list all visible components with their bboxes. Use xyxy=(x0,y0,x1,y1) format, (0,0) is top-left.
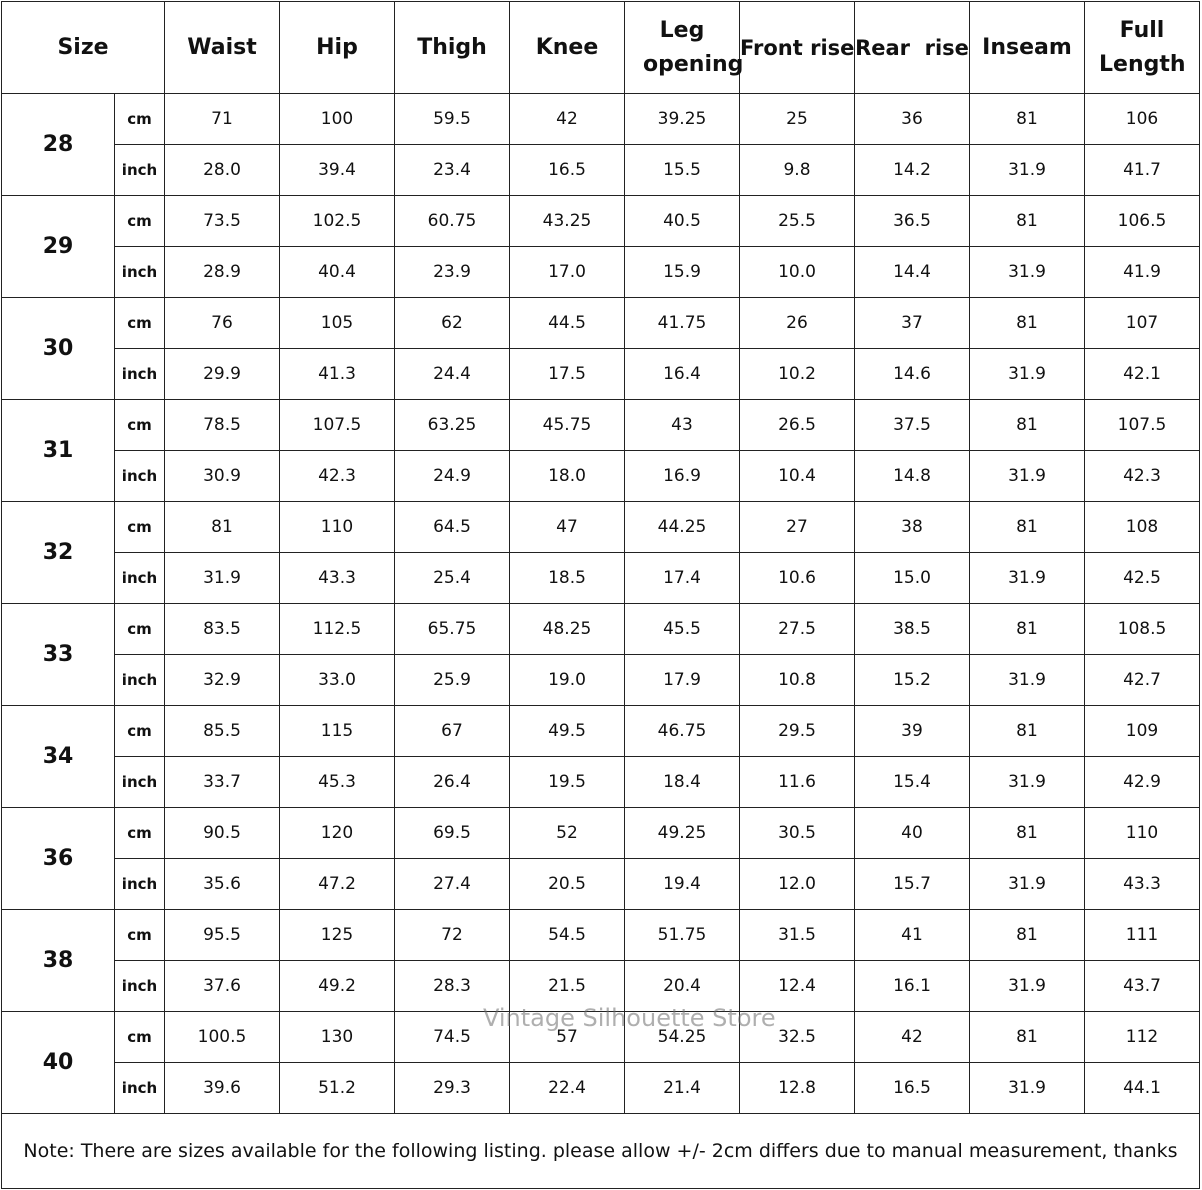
measurement-cell: 24.4 xyxy=(395,349,510,400)
size-label: 38 xyxy=(2,910,115,1012)
measurement-cell: 20.5 xyxy=(510,859,625,910)
unit-label-inch: inch xyxy=(115,451,165,502)
measurement-cell: 106.5 xyxy=(1085,196,1200,247)
measurement-cell: 59.5 xyxy=(395,94,510,145)
measurement-cell: 41.7 xyxy=(1085,145,1200,196)
measurement-cell: 42.3 xyxy=(1085,451,1200,502)
measurement-cell: 107.5 xyxy=(280,400,395,451)
measurement-cell: 16.9 xyxy=(625,451,740,502)
measurement-cell: 81 xyxy=(970,604,1085,655)
measurement-cell: 42 xyxy=(855,1012,970,1063)
measurement-cell: 71 xyxy=(165,94,280,145)
table-row xyxy=(2,145,1200,196)
size-label: 33 xyxy=(2,604,115,706)
measurement-cell: 81 xyxy=(970,298,1085,349)
measurement-cell: 15.2 xyxy=(855,655,970,706)
measurement-cell: 42.5 xyxy=(1085,553,1200,604)
measurement-cell: 63.25 xyxy=(395,400,510,451)
measurement-cell: 108 xyxy=(1085,502,1200,553)
measurement-cell: 10.8 xyxy=(740,655,855,706)
measurement-cell: 26.4 xyxy=(395,757,510,808)
header-inseam: Inseam xyxy=(970,2,1085,94)
measurement-cell: 9.8 xyxy=(740,145,855,196)
measurement-cell: 125 xyxy=(280,910,395,961)
measurement-cell: 120 xyxy=(280,808,395,859)
unit-label-inch: inch xyxy=(115,859,165,910)
measurement-cell: 37.5 xyxy=(855,400,970,451)
measurement-cell: 100.5 xyxy=(165,1012,280,1063)
measurement-cell: 39.6 xyxy=(165,1063,280,1114)
measurement-cell: 21.5 xyxy=(510,961,625,1012)
measurement-cell: 83.5 xyxy=(165,604,280,655)
measurement-cell: 15.5 xyxy=(625,145,740,196)
unit-label-inch: inch xyxy=(115,349,165,400)
measurement-cell: 37 xyxy=(855,298,970,349)
note-row xyxy=(2,1114,1200,1189)
measurement-cell: 28.0 xyxy=(165,145,280,196)
measurement-cell: 10.0 xyxy=(740,247,855,298)
measurement-cell: 102.5 xyxy=(280,196,395,247)
measurement-cell: 111 xyxy=(1085,910,1200,961)
measurement-cell: 44.5 xyxy=(510,298,625,349)
measurement-cell: 43 xyxy=(625,400,740,451)
measurement-cell: 14.2 xyxy=(855,145,970,196)
measurement-cell: 18.5 xyxy=(510,553,625,604)
unit-label-inch: inch xyxy=(115,1063,165,1114)
measurement-cell: 32.9 xyxy=(165,655,280,706)
measurement-cell: 40.4 xyxy=(280,247,395,298)
measurement-cell: 64.5 xyxy=(395,502,510,553)
measurement-cell: 31.9 xyxy=(970,859,1085,910)
header-row xyxy=(2,2,1200,94)
size-label: 40 xyxy=(2,1012,115,1114)
unit-label-cm: cm xyxy=(115,604,165,655)
note-text: Note: There are sizes available for the following listing. please allow +/- 2cm differs due to manual measurement, thanks xyxy=(2,1114,1200,1189)
measurement-cell: 115 xyxy=(280,706,395,757)
measurement-cell: 40 xyxy=(855,808,970,859)
measurement-cell: 16.4 xyxy=(625,349,740,400)
measurement-cell: 85.5 xyxy=(165,706,280,757)
table-row xyxy=(2,196,1200,247)
header-size: Size xyxy=(2,2,165,94)
measurement-cell: 112 xyxy=(1085,1012,1200,1063)
measurement-cell: 31.9 xyxy=(970,349,1085,400)
measurement-cell: 43.3 xyxy=(1085,859,1200,910)
unit-label-inch: inch xyxy=(115,247,165,298)
table-row xyxy=(2,604,1200,655)
unit-label-inch: inch xyxy=(115,553,165,604)
measurement-cell: 48.25 xyxy=(510,604,625,655)
measurement-cell: 51.2 xyxy=(280,1063,395,1114)
measurement-cell: 17.9 xyxy=(625,655,740,706)
table-row xyxy=(2,349,1200,400)
measurement-cell: 23.4 xyxy=(395,145,510,196)
unit-label-cm: cm xyxy=(115,196,165,247)
table-row xyxy=(2,1063,1200,1114)
measurement-cell: 25.9 xyxy=(395,655,510,706)
measurement-cell: 12.8 xyxy=(740,1063,855,1114)
header-front-rise: Front rise xyxy=(740,2,855,94)
size-label: 28 xyxy=(2,94,115,196)
measurement-cell: 11.6 xyxy=(740,757,855,808)
measurement-cell: 12.4 xyxy=(740,961,855,1012)
measurement-cell: 27.5 xyxy=(740,604,855,655)
measurement-cell: 29.9 xyxy=(165,349,280,400)
measurement-cell: 29.3 xyxy=(395,1063,510,1114)
measurement-cell: 16.5 xyxy=(855,1063,970,1114)
measurement-cell: 17.0 xyxy=(510,247,625,298)
measurement-cell: 16.5 xyxy=(510,145,625,196)
measurement-cell: 28.9 xyxy=(165,247,280,298)
measurement-cell: 31.9 xyxy=(165,553,280,604)
unit-label-inch: inch xyxy=(115,655,165,706)
measurement-cell: 47 xyxy=(510,502,625,553)
measurement-cell: 25.5 xyxy=(740,196,855,247)
measurement-cell: 24.9 xyxy=(395,451,510,502)
measurement-cell: 42.1 xyxy=(1085,349,1200,400)
measurement-cell: 14.8 xyxy=(855,451,970,502)
measurement-cell: 43.3 xyxy=(280,553,395,604)
measurement-cell: 18.4 xyxy=(625,757,740,808)
table-row xyxy=(2,247,1200,298)
measurement-cell: 54.25 xyxy=(625,1012,740,1063)
measurement-cell: 31.5 xyxy=(740,910,855,961)
measurement-cell: 49.5 xyxy=(510,706,625,757)
measurement-cell: 62 xyxy=(395,298,510,349)
size-label: 30 xyxy=(2,298,115,400)
measurement-cell: 54.5 xyxy=(510,910,625,961)
measurement-cell: 28.3 xyxy=(395,961,510,1012)
measurement-cell: 41 xyxy=(855,910,970,961)
measurement-cell: 31.9 xyxy=(970,961,1085,1012)
measurement-cell: 14.6 xyxy=(855,349,970,400)
measurement-cell: 42.9 xyxy=(1085,757,1200,808)
header-rear-rise: Rear rise xyxy=(855,2,970,94)
measurement-cell: 19.5 xyxy=(510,757,625,808)
measurement-cell: 81 xyxy=(970,94,1085,145)
measurement-cell: 46.75 xyxy=(625,706,740,757)
table-row xyxy=(2,553,1200,604)
measurement-cell: 31.9 xyxy=(970,451,1085,502)
measurement-cell: 31.9 xyxy=(970,1063,1085,1114)
measurement-cell: 20.4 xyxy=(625,961,740,1012)
unit-label-cm: cm xyxy=(115,502,165,553)
measurement-cell: 35.6 xyxy=(165,859,280,910)
measurement-cell: 81 xyxy=(970,502,1085,553)
measurement-cell: 45.5 xyxy=(625,604,740,655)
measurement-cell: 19.4 xyxy=(625,859,740,910)
size-table-body xyxy=(2,94,1200,1114)
header-thigh: Thigh xyxy=(395,2,510,94)
header-knee: Knee xyxy=(510,2,625,94)
measurement-cell: 29.5 xyxy=(740,706,855,757)
measurement-cell: 31.9 xyxy=(970,757,1085,808)
measurement-cell: 10.2 xyxy=(740,349,855,400)
measurement-cell: 78.5 xyxy=(165,400,280,451)
measurement-cell: 41.3 xyxy=(280,349,395,400)
unit-label-cm: cm xyxy=(115,1012,165,1063)
measurement-cell: 107.5 xyxy=(1085,400,1200,451)
table-row xyxy=(2,859,1200,910)
unit-label-cm: cm xyxy=(115,94,165,145)
measurement-cell: 38.5 xyxy=(855,604,970,655)
measurement-cell: 36.5 xyxy=(855,196,970,247)
measurement-cell: 81 xyxy=(165,502,280,553)
measurement-cell: 31.9 xyxy=(970,655,1085,706)
measurement-cell: 33.7 xyxy=(165,757,280,808)
measurement-cell: 57 xyxy=(510,1012,625,1063)
measurement-cell: 32.5 xyxy=(740,1012,855,1063)
measurement-cell: 17.4 xyxy=(625,553,740,604)
unit-label-cm: cm xyxy=(115,706,165,757)
table-row xyxy=(2,757,1200,808)
table-row xyxy=(2,400,1200,451)
measurement-cell: 76 xyxy=(165,298,280,349)
measurement-cell: 42.3 xyxy=(280,451,395,502)
measurement-cell: 25 xyxy=(740,94,855,145)
size-chart-table xyxy=(1,1,1200,1189)
unit-label-inch: inch xyxy=(115,757,165,808)
measurement-cell: 52 xyxy=(510,808,625,859)
measurement-cell: 81 xyxy=(970,910,1085,961)
measurement-cell: 27.4 xyxy=(395,859,510,910)
measurement-cell: 43.25 xyxy=(510,196,625,247)
measurement-cell: 81 xyxy=(970,1012,1085,1063)
measurement-cell: 47.2 xyxy=(280,859,395,910)
measurement-cell: 42 xyxy=(510,94,625,145)
measurement-cell: 25.4 xyxy=(395,553,510,604)
measurement-cell: 39.25 xyxy=(625,94,740,145)
measurement-cell: 15.9 xyxy=(625,247,740,298)
measurement-cell: 41.75 xyxy=(625,298,740,349)
measurement-cell: 110 xyxy=(280,502,395,553)
measurement-cell: 10.4 xyxy=(740,451,855,502)
unit-label-cm: cm xyxy=(115,298,165,349)
measurement-cell: 30.5 xyxy=(740,808,855,859)
measurement-cell: 105 xyxy=(280,298,395,349)
measurement-cell: 26.5 xyxy=(740,400,855,451)
size-label: 34 xyxy=(2,706,115,808)
header-hip: Hip xyxy=(280,2,395,94)
measurement-cell: 15.7 xyxy=(855,859,970,910)
measurement-cell: 49.25 xyxy=(625,808,740,859)
table-row xyxy=(2,502,1200,553)
measurement-cell: 100 xyxy=(280,94,395,145)
measurement-cell: 45.75 xyxy=(510,400,625,451)
measurement-cell: 81 xyxy=(970,400,1085,451)
measurement-cell: 10.6 xyxy=(740,553,855,604)
unit-label-cm: cm xyxy=(115,910,165,961)
measurement-cell: 45.3 xyxy=(280,757,395,808)
size-label: 36 xyxy=(2,808,115,910)
table-row xyxy=(2,808,1200,859)
measurement-cell: 81 xyxy=(970,196,1085,247)
measurement-cell: 15.0 xyxy=(855,553,970,604)
measurement-cell: 17.5 xyxy=(510,349,625,400)
measurement-cell: 23.9 xyxy=(395,247,510,298)
measurement-cell: 31.9 xyxy=(970,553,1085,604)
measurement-cell: 18.0 xyxy=(510,451,625,502)
measurement-cell: 81 xyxy=(970,808,1085,859)
unit-label-cm: cm xyxy=(115,400,165,451)
measurement-cell: 16.1 xyxy=(855,961,970,1012)
measurement-cell: 69.5 xyxy=(395,808,510,859)
measurement-cell: 107 xyxy=(1085,298,1200,349)
header-waist: Waist xyxy=(165,2,280,94)
size-label: 29 xyxy=(2,196,115,298)
measurement-cell: 39 xyxy=(855,706,970,757)
measurement-cell: 74.5 xyxy=(395,1012,510,1063)
measurement-cell: 42.7 xyxy=(1085,655,1200,706)
store-watermark: Vintage Silhouette Store xyxy=(483,1004,776,1032)
table-row xyxy=(2,1012,1200,1063)
table-row xyxy=(2,451,1200,502)
unit-label-inch: inch xyxy=(115,961,165,1012)
table-row xyxy=(2,961,1200,1012)
measurement-cell: 110 xyxy=(1085,808,1200,859)
measurement-cell: 39.4 xyxy=(280,145,395,196)
measurement-cell: 21.4 xyxy=(625,1063,740,1114)
measurement-cell: 31.9 xyxy=(970,247,1085,298)
measurement-cell: 44.25 xyxy=(625,502,740,553)
size-label: 31 xyxy=(2,400,115,502)
measurement-cell: 60.75 xyxy=(395,196,510,247)
measurement-cell: 49.2 xyxy=(280,961,395,1012)
table-row xyxy=(2,94,1200,145)
measurement-cell: 27 xyxy=(740,502,855,553)
measurement-cell: 12.0 xyxy=(740,859,855,910)
size-label: 32 xyxy=(2,502,115,604)
measurement-cell: 37.6 xyxy=(165,961,280,1012)
header-full-length: Full Length xyxy=(1085,2,1200,94)
table-row xyxy=(2,655,1200,706)
measurement-cell: 38 xyxy=(855,502,970,553)
measurement-cell: 90.5 xyxy=(165,808,280,859)
measurement-cell: 109 xyxy=(1085,706,1200,757)
measurement-cell: 33.0 xyxy=(280,655,395,706)
header-leg-opening: Leg opening xyxy=(625,2,740,94)
measurement-cell: 72 xyxy=(395,910,510,961)
unit-label-inch: inch xyxy=(115,145,165,196)
table-row xyxy=(2,298,1200,349)
measurement-cell: 43.7 xyxy=(1085,961,1200,1012)
measurement-cell: 31.9 xyxy=(970,145,1085,196)
unit-label-cm: cm xyxy=(115,808,165,859)
measurement-cell: 51.75 xyxy=(625,910,740,961)
table-row xyxy=(2,910,1200,961)
measurement-cell: 65.75 xyxy=(395,604,510,655)
measurement-cell: 112.5 xyxy=(280,604,395,655)
measurement-cell: 95.5 xyxy=(165,910,280,961)
measurement-cell: 14.4 xyxy=(855,247,970,298)
measurement-cell: 26 xyxy=(740,298,855,349)
measurement-cell: 81 xyxy=(970,706,1085,757)
measurement-cell: 15.4 xyxy=(855,757,970,808)
measurement-cell: 22.4 xyxy=(510,1063,625,1114)
measurement-cell: 19.0 xyxy=(510,655,625,706)
measurement-cell: 41.9 xyxy=(1085,247,1200,298)
measurement-cell: 36 xyxy=(855,94,970,145)
measurement-cell: 73.5 xyxy=(165,196,280,247)
measurement-cell: 44.1 xyxy=(1085,1063,1200,1114)
measurement-cell: 106 xyxy=(1085,94,1200,145)
measurement-cell: 130 xyxy=(280,1012,395,1063)
measurement-cell: 40.5 xyxy=(625,196,740,247)
measurement-cell: 67 xyxy=(395,706,510,757)
measurement-cell: 108.5 xyxy=(1085,604,1200,655)
table-row xyxy=(2,706,1200,757)
measurement-cell: 30.9 xyxy=(165,451,280,502)
